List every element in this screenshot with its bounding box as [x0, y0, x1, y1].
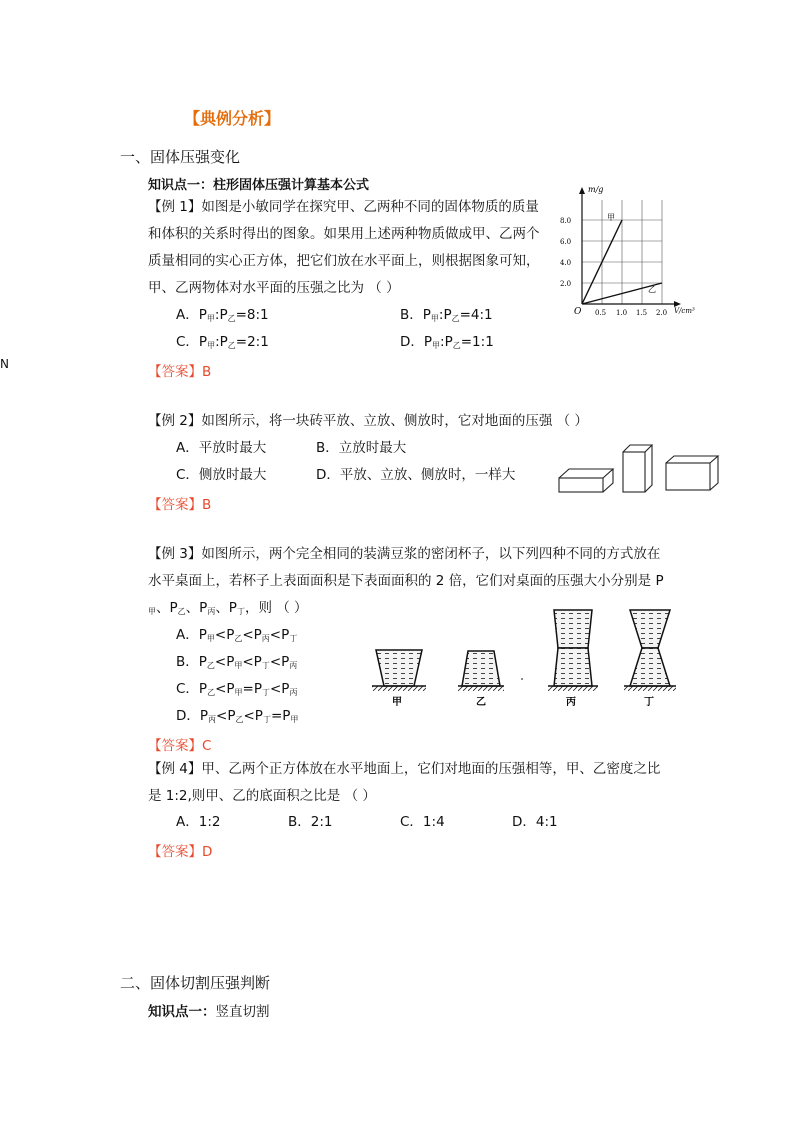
- ex4-option-a: A．1:2: [176, 814, 221, 830]
- ex1-answer: 【答案】B: [148, 364, 212, 380]
- y-tick: 4.0: [560, 259, 572, 267]
- ex3-line: $_甲$、$P_乙$、$P_丙$、$P_丁$，则 （ ）: [148, 600, 308, 616]
- ex1-option-a: A．$P_甲:P_乙=8:1$: [176, 307, 269, 323]
- ex2-option-c: C．侧放时最大: [176, 467, 267, 483]
- ex2-answer: 【答案】B: [148, 497, 212, 513]
- cup-bing: [548, 610, 598, 691]
- x-tick: 1.0: [616, 309, 628, 317]
- margin-mark: N: [0, 357, 9, 371]
- ex3-answer: 【答案】C: [148, 738, 212, 754]
- ex1-line: 质量相同的实心正方体，把它们放在水平面上，则根据图象可知，: [148, 253, 540, 269]
- part1-heading: 一、固体压强变化: [120, 148, 241, 166]
- cup-jia: [372, 650, 426, 691]
- y-tick: 2.0: [560, 280, 572, 288]
- ex1-line: 和体积的关系时得出的图象。如果用上述两种物质做成甲、乙两个: [148, 226, 540, 242]
- cup-label: 甲: [392, 697, 402, 708]
- ex4-stem: [148, 756, 660, 810]
- ex1-option-c: C．$P_甲:P_乙=2:1$: [176, 334, 269, 350]
- ex1-line: 甲、乙两物体对水平面的压强之比为 （ ）: [148, 280, 400, 296]
- ex4-line: 是 1:2,则甲、乙的底面积之比是 （ ）: [148, 788, 376, 804]
- ex1-line: 【例 1】如图是小敏同学在探究甲、乙两种不同的固体物质的质量: [148, 199, 539, 215]
- cup-label: 丁: [644, 697, 654, 708]
- brick-figure: [556, 438, 720, 498]
- y-tick: 6.0: [560, 238, 572, 246]
- ex3-line: 水平桌面上，若杯子上表面面积是下表面面积的 2 倍，它们对桌面的压强大小分别是 P: [148, 573, 664, 589]
- ex3-option-b: B．$P_乙<P_甲<P_丁<P_丙$: [176, 654, 298, 670]
- ex1-stem: [148, 194, 540, 302]
- x-tick: 1.5: [636, 309, 648, 317]
- x-unit: V/cm³: [674, 307, 695, 315]
- ex2-option-d: D．平放、立放、侧放时，一样大: [316, 467, 516, 483]
- ex4-option-b: B．2:1: [288, 814, 333, 830]
- line-label-yi: 乙: [648, 285, 656, 294]
- brick-side: [666, 456, 718, 490]
- mass-volume-graph: [560, 180, 710, 320]
- y-unit: m/g: [588, 185, 604, 194]
- origin-label: O: [574, 307, 582, 317]
- ex2-option-b: B．立放时最大: [316, 440, 407, 456]
- ex4-line: 【例 4】甲、乙两个正方体放在水平地面上，它们对地面的压强相等，甲、乙密度之比: [148, 761, 661, 777]
- section-title: 【典例分析】: [184, 109, 281, 128]
- cup-label: 乙: [476, 697, 486, 708]
- cup-yi: [458, 651, 504, 691]
- ex1-option-d: D．$P_甲:P_乙=1:1$: [400, 334, 494, 350]
- line-label-jia: 甲: [607, 213, 615, 222]
- ex2-option-a: A．平放时最大: [176, 440, 267, 456]
- brick-flat: [559, 469, 613, 492]
- ex3-option-d: D．$P_丙<P_乙<P_丁=P_甲$: [176, 708, 299, 724]
- ex2-stem: 【例 2】如图所示，将一块砖平放、立放、侧放时，它对地面的压强 （ ）: [148, 413, 588, 429]
- ex4-answer: 【答案】D: [148, 844, 213, 860]
- part2-knowledge-point-1: 知识点一：竖直切割: [148, 1004, 270, 1020]
- ex1-option-b: B．$P_甲:P_乙=4:1$: [400, 307, 493, 323]
- ex4-option-d: D．4:1: [512, 814, 558, 830]
- brick-standing: [623, 445, 652, 492]
- ex4-option-c: C．1:4: [400, 814, 445, 830]
- cup-label: 丙: [566, 697, 576, 708]
- cups-figure: [368, 606, 698, 710]
- y-tick: 8.0: [560, 217, 572, 225]
- part2-heading: 二、固体切割压强判断: [120, 974, 271, 992]
- knowledge-point-1: 知识点一：柱形固体压强计算基本公式: [148, 178, 370, 193]
- cup-ding: [624, 610, 676, 691]
- ex3-option-c: C．$P_乙<P_甲=P_丁<P_丙$: [176, 681, 298, 697]
- ex3-line: 【例 3】如图所示，两个完全相同的装满豆浆的密闭杯子，以下列四种不同的方式放在: [148, 546, 661, 562]
- x-tick: 0.5: [595, 309, 607, 317]
- ex3-option-a: A．$P_甲<P_乙<P_丙<P_丁$: [176, 627, 298, 643]
- x-tick: 2.0: [656, 309, 668, 317]
